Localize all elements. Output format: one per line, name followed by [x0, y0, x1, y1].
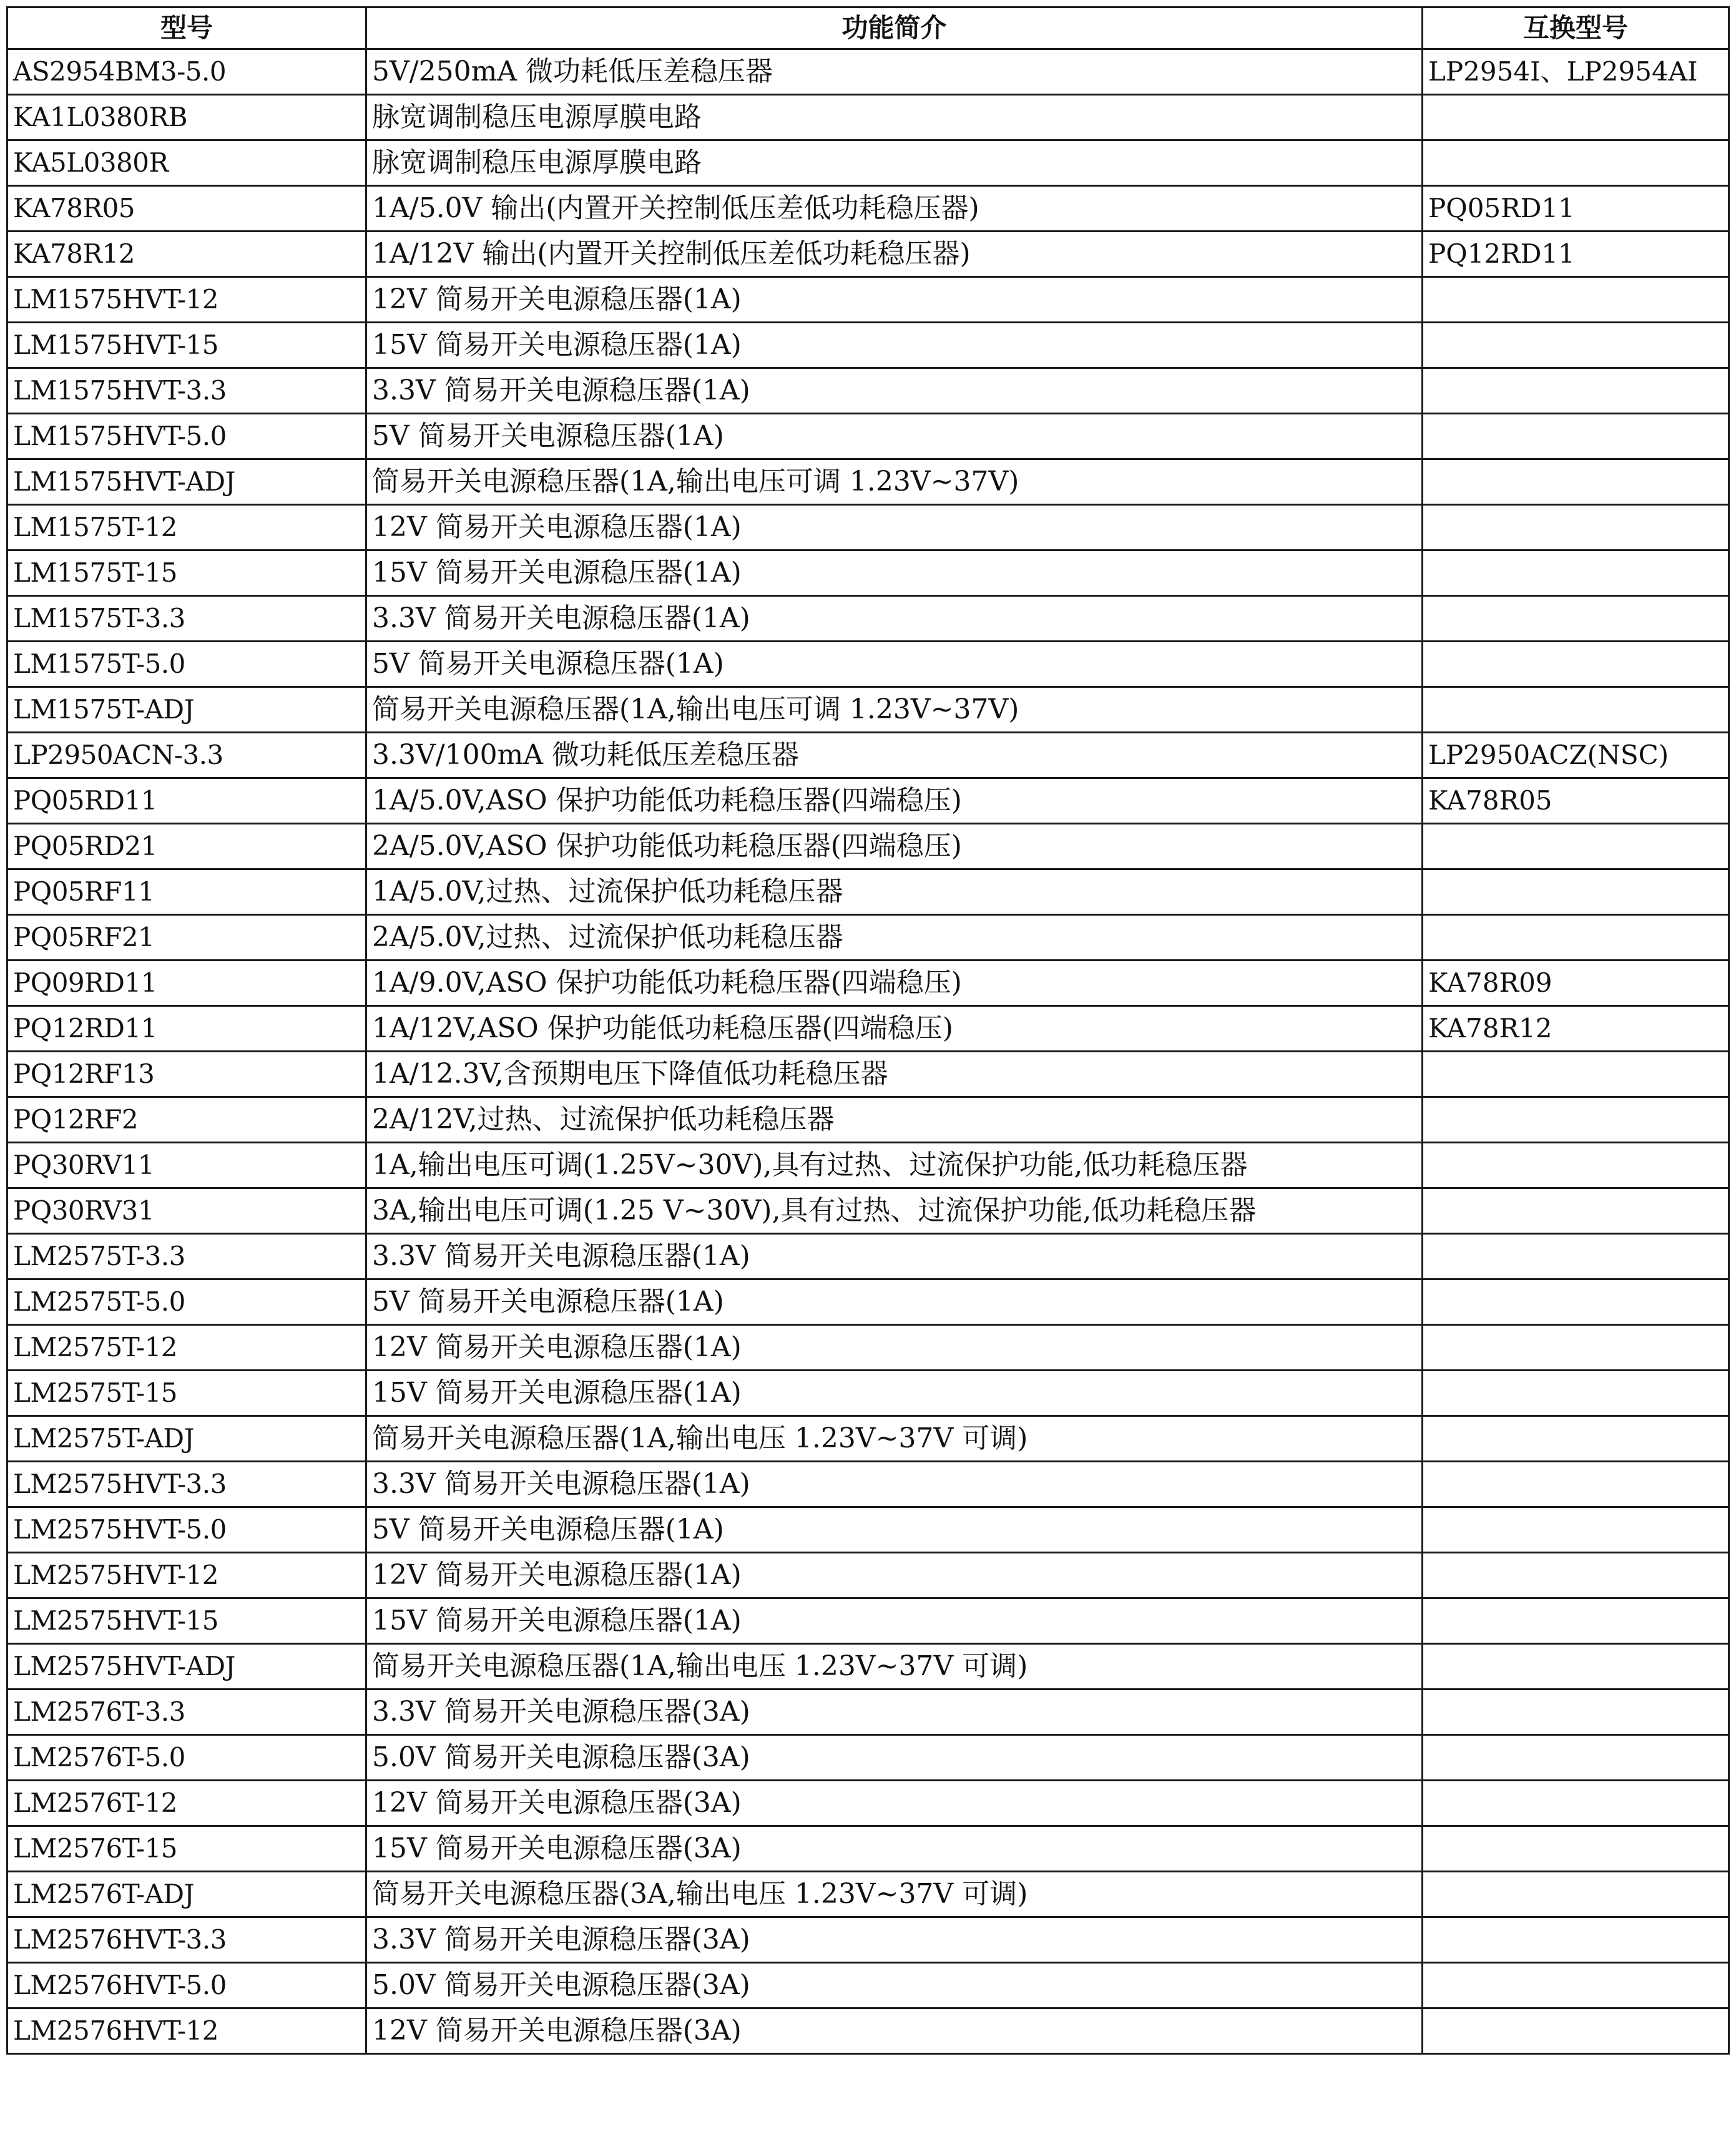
header-replacement: 互换型号 — [1423, 7, 1729, 49]
replacement-cell — [1423, 1690, 1729, 1735]
replacement-cell — [1423, 642, 1729, 687]
replacement-cell — [1423, 1507, 1729, 1553]
model-cell: LM2575T-12 — [7, 1325, 366, 1371]
regulator-table — [6, 6, 1730, 2055]
table-row — [7, 140, 1729, 186]
table-row — [7, 414, 1729, 459]
model-cell: PQ30RV11 — [7, 1143, 366, 1188]
replacement-cell — [1423, 1963, 1729, 2008]
replacement-cell: KA78R05 — [1423, 778, 1729, 824]
model-cell: LM2575HVT-12 — [7, 1553, 366, 1598]
replacement-cell — [1423, 1325, 1729, 1371]
replacement-cell — [1423, 1097, 1729, 1143]
model-cell: LM2575HVT-5.0 — [7, 1507, 366, 1553]
model-cell: LM2575HVT-ADJ — [7, 1644, 366, 1690]
replacement-cell — [1423, 1826, 1729, 1872]
model-cell: LM2576HVT-12 — [7, 2008, 366, 2054]
table-row — [7, 1872, 1729, 1917]
table-row — [7, 1097, 1729, 1143]
table-body — [7, 49, 1729, 2054]
description-cell: 2A/5.0V,ASO 保护功能低功耗稳压器(四端稳压) — [366, 824, 1423, 869]
replacement-cell: KA78R12 — [1423, 1006, 1729, 1052]
table-row — [7, 824, 1729, 869]
description-cell: 3.3V 简易开关电源稳压器(3A) — [366, 1917, 1423, 1963]
table-row — [7, 459, 1729, 505]
replacement-cell — [1423, 323, 1729, 368]
model-cell: PQ12RF13 — [7, 1052, 366, 1097]
description-cell: 5V 简易开关电源稳压器(1A) — [366, 1507, 1423, 1553]
table-row — [7, 95, 1729, 140]
table-header-row — [7, 7, 1729, 49]
model-cell: PQ12RF2 — [7, 1097, 366, 1143]
model-cell: LM2576T-ADJ — [7, 1872, 366, 1917]
table-row — [7, 1507, 1729, 1553]
replacement-cell — [1423, 1188, 1729, 1234]
replacement-cell: KA78R09 — [1423, 961, 1729, 1006]
description-cell: 简易开关电源稳压器(1A,输出电压 1.23V~37V 可调) — [366, 1644, 1423, 1690]
model-cell: KA78R12 — [7, 232, 366, 277]
model-cell: LM2575HVT-3.3 — [7, 1462, 366, 1507]
table-row — [7, 368, 1729, 414]
model-cell: LP2950ACN-3.3 — [7, 733, 366, 778]
replacement-cell — [1423, 1735, 1729, 1781]
description-cell: 12V 简易开关电源稳压器(1A) — [366, 1325, 1423, 1371]
model-cell: KA1L0380RB — [7, 95, 366, 140]
table-row — [7, 2008, 1729, 2054]
replacement-cell — [1423, 1462, 1729, 1507]
description-cell: 简易开关电源稳压器(1A,输出电压 1.23V~37V 可调) — [366, 1416, 1423, 1462]
table-row — [7, 869, 1729, 915]
description-cell: 5.0V 简易开关电源稳压器(3A) — [366, 1963, 1423, 2008]
description-cell: 15V 简易开关电源稳压器(3A) — [366, 1826, 1423, 1872]
description-cell: 12V 简易开关电源稳压器(1A) — [366, 505, 1423, 550]
replacement-cell: PQ12RD11 — [1423, 232, 1729, 277]
header-description: 功能简介 — [366, 7, 1423, 49]
description-cell: 简易开关电源稳压器(3A,输出电压 1.23V~37V 可调) — [366, 1872, 1423, 1917]
description-cell: 12V 简易开关电源稳压器(1A) — [366, 1553, 1423, 1598]
model-cell: LM2575T-3.3 — [7, 1234, 366, 1279]
replacement-cell — [1423, 687, 1729, 733]
model-cell: LM1575HVT-12 — [7, 277, 366, 323]
description-cell: 脉宽调制稳压电源厚膜电路 — [366, 95, 1423, 140]
replacement-cell — [1423, 140, 1729, 186]
model-cell: LM2576T-3.3 — [7, 1690, 366, 1735]
description-cell: 2A/12V,过热、过流保护低功耗稳压器 — [366, 1097, 1423, 1143]
description-cell: 3.3V 简易开关电源稳压器(1A) — [366, 1462, 1423, 1507]
model-cell: LM2575HVT-15 — [7, 1598, 366, 1644]
model-cell: KA5L0380R — [7, 140, 366, 186]
table-row — [7, 1052, 1729, 1097]
replacement-cell — [1423, 1598, 1729, 1644]
table-row — [7, 1325, 1729, 1371]
replacement-cell — [1423, 95, 1729, 140]
replacement-cell — [1423, 2008, 1729, 2054]
model-cell: LM1575T-ADJ — [7, 687, 366, 733]
description-cell: 1A/12V,ASO 保护功能低功耗稳压器(四端稳压) — [366, 1006, 1423, 1052]
table-row — [7, 1279, 1729, 1325]
description-cell: 1A/5.0V,过热、过流保护低功耗稳压器 — [366, 869, 1423, 915]
table-row — [7, 1826, 1729, 1872]
description-cell: 12V 简易开关电源稳压器(3A) — [366, 2008, 1423, 2054]
description-cell: 15V 简易开关电源稳压器(1A) — [366, 550, 1423, 596]
table-row — [7, 1371, 1729, 1416]
table-row — [7, 1188, 1729, 1234]
table-row — [7, 1553, 1729, 1598]
model-cell: PQ05RD21 — [7, 824, 366, 869]
table-row — [7, 642, 1729, 687]
header-model: 型号 — [7, 7, 366, 49]
replacement-cell — [1423, 596, 1729, 642]
model-cell: PQ12RD11 — [7, 1006, 366, 1052]
replacement-cell — [1423, 824, 1729, 869]
model-cell: LM1575T-15 — [7, 550, 366, 596]
table-row — [7, 596, 1729, 642]
model-cell: PQ05RF21 — [7, 915, 366, 961]
table-row — [7, 1006, 1729, 1052]
model-cell: KA78R05 — [7, 186, 366, 232]
replacement-cell — [1423, 550, 1729, 596]
replacement-cell — [1423, 1917, 1729, 1963]
description-cell: 3.3V 简易开关电源稳压器(1A) — [366, 1234, 1423, 1279]
regulator-spec-sheet — [6, 6, 1728, 2055]
replacement-cell — [1423, 277, 1729, 323]
model-cell: LM2576T-5.0 — [7, 1735, 366, 1781]
replacement-cell — [1423, 1781, 1729, 1826]
replacement-cell — [1423, 459, 1729, 505]
model-cell: LM1575T-3.3 — [7, 596, 366, 642]
replacement-cell: LP2954I、LP2954AI — [1423, 49, 1729, 95]
description-cell: 15V 简易开关电源稳压器(1A) — [366, 1598, 1423, 1644]
replacement-cell — [1423, 915, 1729, 961]
replacement-cell — [1423, 1553, 1729, 1598]
description-cell: 15V 简易开关电源稳压器(1A) — [366, 1371, 1423, 1416]
table-row — [7, 1735, 1729, 1781]
table-row — [7, 1644, 1729, 1690]
replacement-cell — [1423, 1371, 1729, 1416]
table-row — [7, 1234, 1729, 1279]
table-row — [7, 232, 1729, 277]
table-row — [7, 1462, 1729, 1507]
description-cell: 1A/9.0V,ASO 保护功能低功耗稳压器(四端稳压) — [366, 961, 1423, 1006]
model-cell: LM2576HVT-3.3 — [7, 1917, 366, 1963]
description-cell: 5V 简易开关电源稳压器(1A) — [366, 414, 1423, 459]
description-cell: 12V 简易开关电源稳压器(1A) — [366, 277, 1423, 323]
model-cell: LM2575T-5.0 — [7, 1279, 366, 1325]
model-cell: LM1575HVT-5.0 — [7, 414, 366, 459]
model-cell: PQ05RF11 — [7, 869, 366, 915]
table-row — [7, 687, 1729, 733]
description-cell: 3.3V 简易开关电源稳压器(1A) — [366, 596, 1423, 642]
table-row — [7, 915, 1729, 961]
replacement-cell: PQ05RD11 — [1423, 186, 1729, 232]
model-cell: PQ30RV31 — [7, 1188, 366, 1234]
description-cell: 2A/5.0V,过热、过流保护低功耗稳压器 — [366, 915, 1423, 961]
table-row — [7, 186, 1729, 232]
description-cell: 1A/5.0V 输出(内置开关控制低压差低功耗稳压器) — [366, 186, 1423, 232]
table-row — [7, 277, 1729, 323]
model-cell: PQ05RD11 — [7, 778, 366, 824]
replacement-cell — [1423, 869, 1729, 915]
table-row — [7, 1416, 1729, 1462]
model-cell: LM2576T-12 — [7, 1781, 366, 1826]
description-cell: 3.3V 简易开关电源稳压器(1A) — [366, 368, 1423, 414]
description-cell: 15V 简易开关电源稳压器(1A) — [366, 323, 1423, 368]
table-row — [7, 1781, 1729, 1826]
description-cell: 3.3V/100mA 微功耗低压差稳压器 — [366, 733, 1423, 778]
table-row — [7, 49, 1729, 95]
replacement-cell — [1423, 1872, 1729, 1917]
replacement-cell — [1423, 368, 1729, 414]
model-cell: LM2576T-15 — [7, 1826, 366, 1872]
model-cell: LM1575T-12 — [7, 505, 366, 550]
description-cell: 1A/5.0V,ASO 保护功能低功耗稳压器(四端稳压) — [366, 778, 1423, 824]
model-cell: LM1575HVT-3.3 — [7, 368, 366, 414]
table-row — [7, 778, 1729, 824]
replacement-cell — [1423, 1234, 1729, 1279]
description-cell: 1A/12V 输出(内置开关控制低压差低功耗稳压器) — [366, 232, 1423, 277]
table-row — [7, 1963, 1729, 2008]
replacement-cell — [1423, 505, 1729, 550]
replacement-cell — [1423, 414, 1729, 459]
replacement-cell — [1423, 1416, 1729, 1462]
model-cell: PQ09RD11 — [7, 961, 366, 1006]
replacement-cell — [1423, 1644, 1729, 1690]
description-cell: 1A/12.3V,含预期电压下降值低功耗稳压器 — [366, 1052, 1423, 1097]
replacement-cell: LP2950ACZ(NSC) — [1423, 733, 1729, 778]
description-cell: 脉宽调制稳压电源厚膜电路 — [366, 140, 1423, 186]
description-cell: 5V 简易开关电源稳压器(1A) — [366, 642, 1423, 687]
description-cell: 5V 简易开关电源稳压器(1A) — [366, 1279, 1423, 1325]
model-cell: LM2575T-ADJ — [7, 1416, 366, 1462]
table-row — [7, 550, 1729, 596]
table-row — [7, 1598, 1729, 1644]
model-cell: LM2575T-15 — [7, 1371, 366, 1416]
description-cell: 5.0V 简易开关电源稳压器(3A) — [366, 1735, 1423, 1781]
replacement-cell — [1423, 1279, 1729, 1325]
description-cell: 3A,输出电压可调(1.25 V~30V),具有过热、过流保护功能,低功耗稳压器 — [366, 1188, 1423, 1234]
description-cell: 12V 简易开关电源稳压器(3A) — [366, 1781, 1423, 1826]
replacement-cell — [1423, 1052, 1729, 1097]
table-row — [7, 1690, 1729, 1735]
table-row — [7, 505, 1729, 550]
table-row — [7, 961, 1729, 1006]
replacement-cell — [1423, 1143, 1729, 1188]
table-row — [7, 733, 1729, 778]
description-cell: 简易开关电源稳压器(1A,输出电压可调 1.23V~37V) — [366, 687, 1423, 733]
table-row — [7, 1143, 1729, 1188]
description-cell: 5V/250mA 微功耗低压差稳压器 — [366, 49, 1423, 95]
table-row — [7, 323, 1729, 368]
model-cell: AS2954BM3-5.0 — [7, 49, 366, 95]
model-cell: LM2576HVT-5.0 — [7, 1963, 366, 2008]
description-cell: 简易开关电源稳压器(1A,输出电压可调 1.23V~37V) — [366, 459, 1423, 505]
description-cell: 1A,输出电压可调(1.25V~30V),具有过热、过流保护功能,低功耗稳压器 — [366, 1143, 1423, 1188]
table-row — [7, 1917, 1729, 1963]
model-cell: LM1575HVT-15 — [7, 323, 366, 368]
model-cell: LM1575HVT-ADJ — [7, 459, 366, 505]
description-cell: 3.3V 简易开关电源稳压器(3A) — [366, 1690, 1423, 1735]
model-cell: LM1575T-5.0 — [7, 642, 366, 687]
